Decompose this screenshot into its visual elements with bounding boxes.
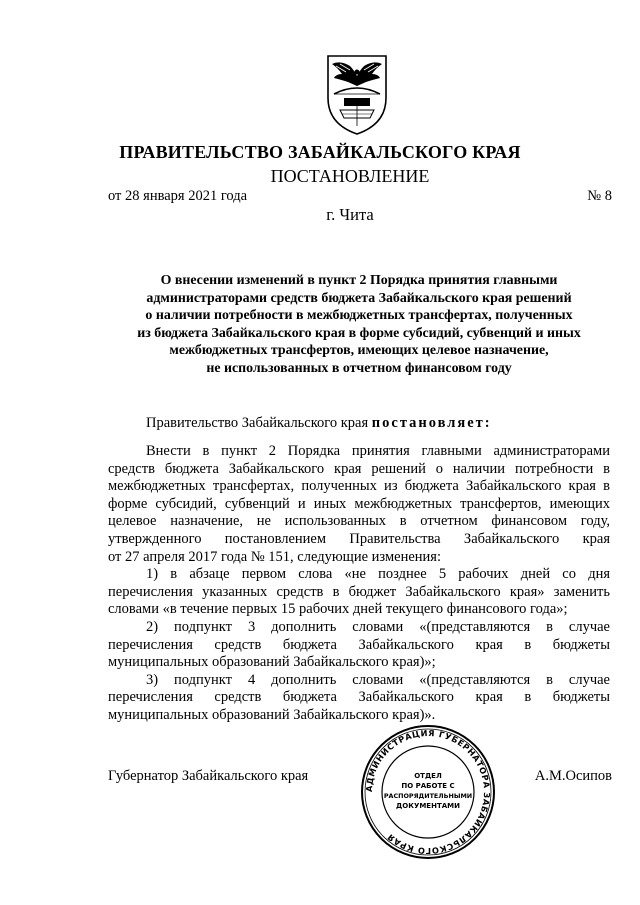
document-city: г. Чита <box>326 205 374 224</box>
body-line: межбюджетных трансфертах, полученных из бюджета Забайкальского края в <box>108 478 610 495</box>
resolution-body <box>108 443 610 725</box>
document-type: ПОСТАНОВЛЕНИЕ <box>270 166 430 186</box>
body-line: перечисления указанных средств в бюджет Забайкальского края» заменить <box>108 583 610 600</box>
body-line: от 27 апреля 2017 года № 151, следующие изменения: <box>108 548 441 565</box>
body-line: муниципальных образований Забайкальского края)». <box>108 706 436 723</box>
document-subject <box>108 272 610 377</box>
body-line: 3) подпункт 4 дополнить словами «(представляются в случае <box>146 671 610 688</box>
government-title: ПРАВИТЕЛЬСТВО ЗАБАЙКАЛЬСКОГО КРАЯ <box>119 142 521 162</box>
signatory-name: А.М.Осипов <box>534 768 612 784</box>
stamp-center-line: ПО РАБОТЕ С <box>401 782 455 790</box>
subject-line: из бюджета Забайкальского края в форме субсидий, субвенций и иных <box>137 325 581 341</box>
body-line: 1) в абзаце первом слова «не позднее 5 рабочих дней со дня <box>146 566 610 583</box>
stamp-center-line: ОТДЕЛ <box>414 772 442 780</box>
signatory-title: Губернатор Забайкальского края <box>108 768 309 784</box>
intro-subject: Правительство Забайкальского края <box>146 415 369 431</box>
intro-verb: постановляет: <box>371 415 492 431</box>
body-line: средств бюджета Забайкальского края решений о наличии потребности в <box>108 460 610 477</box>
body-line: целевое назначение, не использованных в отчетном финансовом году, <box>108 513 610 530</box>
body-line: словами «в течение первых 15 рабочих дней текущего финансового года»; <box>108 601 568 618</box>
coat-of-arms-emblem <box>320 52 394 136</box>
body-line: утвержденного постановлением Правительства Забайкальского края <box>108 530 610 547</box>
subject-line: не использованных в отчетном финансовом году <box>206 360 512 376</box>
body-line: 2) подпункт 3 дополнить словами «(представляются в случае <box>146 618 610 635</box>
document-number: № 8 <box>587 188 612 204</box>
resolution-intro <box>108 415 610 433</box>
subject-line: о наличии потребности в межбюджетных трансфертах, полученных <box>145 308 573 323</box>
body-line: перечисления средств бюджета Забайкальского края в бюджеты <box>108 689 610 706</box>
subject-line: межбюджетных трансфертов, имеющих целевое назначение, <box>169 343 549 358</box>
subject-line: О внесении изменений в пункт 2 Порядка принятия главными <box>160 273 558 288</box>
subject-line: администраторами средств бюджета Забайкальского края решений <box>146 290 572 306</box>
body-line: Внести в пункт 2 Порядка принятия главными администраторами <box>146 443 610 459</box>
body-line: перечисления средств бюджета Забайкальского края в бюджеты <box>108 636 610 653</box>
body-line: муниципальных образований Забайкальского края)»; <box>108 654 436 671</box>
body-line: форме субсидий, субвенций и иных межбюджетных трансфертов, имеющих <box>108 495 610 512</box>
stamp-ring-text: АДМИНИСТРАЦИЯ ГУБЕРНАТОРА ЗАБАЙКАЛЬСКОГО КРАЯ <box>363 727 493 857</box>
stamp-center-line: РАСПОРЯДИТЕЛЬНЫМИ <box>383 792 473 800</box>
document-date: от 28 января 2021 года <box>108 188 248 204</box>
official-stamp <box>358 722 498 862</box>
stamp-center-line: ДОКУМЕНТАМИ <box>396 802 460 810</box>
